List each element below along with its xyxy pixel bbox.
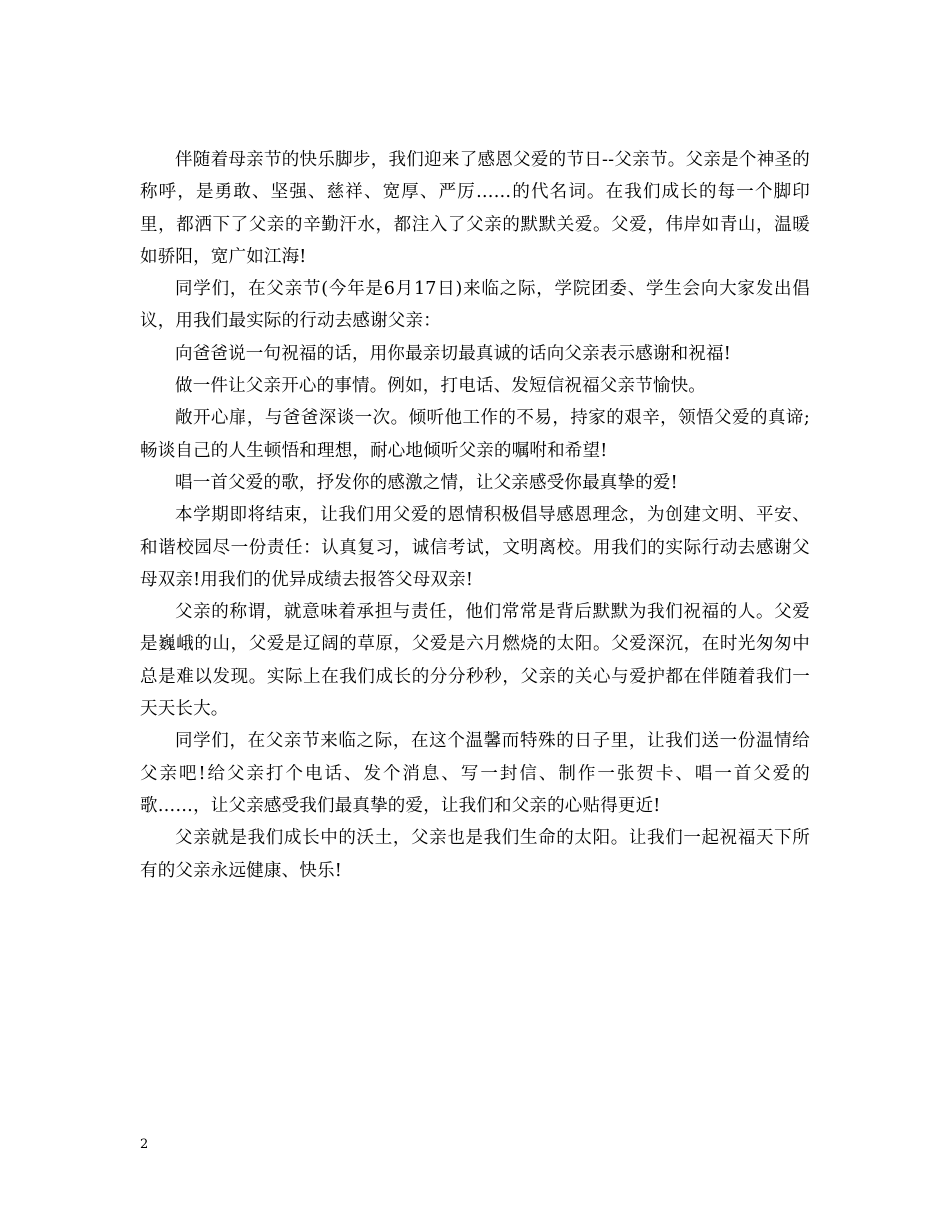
paragraph-8: 父亲的称谓，就意味着承担与责任，他们常常是背后默默为我们祝福的人。父爱是巍峨的山，父爱是辽阔的草原，父爱是六月燃烧的太阳。父爱深沉，在时光匆匆中总是难以发现。实际上在我们成长的分分秒秒，父亲的关心与爱护都在伴随着我们一天天长大。 [140, 602, 810, 720]
paragraph-2: 同学们，在父亲节(今年是6月17日)来临之际，学院团委、学生会向大家发出倡议，用我们最实际的行动去感谢父亲： [140, 279, 810, 332]
paragraph-7: 本学期即将结束，让我们用父爱的恩情积极倡导感恩理念，为创建文明、平安、和谐校园尽一份责任：认真复习，诚信考试，文明离校。用我们的实际行动去感谢父母双亲!用我们的优异成绩去报答父母双亲! [140, 505, 810, 590]
paragraph-5: 敞开心扉，与爸爸深谈一次。倾听他工作的不易，持家的艰辛，领悟父爱的真谛;畅谈自己的人生顿悟和理想，耐心地倾听父亲的嘱咐和希望! [140, 408, 810, 461]
paragraph-9: 同学们，在父亲节来临之际，在这个温馨而特殊的日子里，让我们送一份温情给父亲吧!给父亲打个电话、发个消息、写一封信、制作一张贺卡、唱一首父爱的歌……，让父亲感受我们最真挚的爱，让我们和父亲的心贴得更近! [140, 731, 810, 816]
document-body [140, 144, 810, 887]
paragraph-6: 唱一首父爱的歌，抒发你的感激之情，让父亲感受你最真挚的爱! [175, 472, 678, 493]
paragraph-10: 父亲就是我们成长中的沃土，父亲也是我们生命的太阳。让我们一起祝福天下所有的父亲永远健康、快乐! [140, 828, 810, 881]
paragraph-4: 做一件让父亲开心的事情。例如，打电话、发短信祝福父亲节愉快。 [175, 376, 706, 397]
page-number: 2 [140, 1137, 149, 1152]
paragraph-1: 伴随着母亲节的快乐脚步，我们迎来了感恩父爱的节日--父亲节。父亲是个神圣的称呼，是勇敢、坚强、慈祥、宽厚、严厉……的代名词。在我们成长的每一个脚印里，都洒下了父亲的辛勤汗水，都注入了父亲的默默关爱。父爱，伟岸如青山，温暖如骄阳，宽广如江海! [140, 150, 810, 267]
paragraph-3: 向爸爸说一句祝福的话，用你最亲切最真诚的话向父亲表示感谢和祝福! [175, 343, 731, 364]
